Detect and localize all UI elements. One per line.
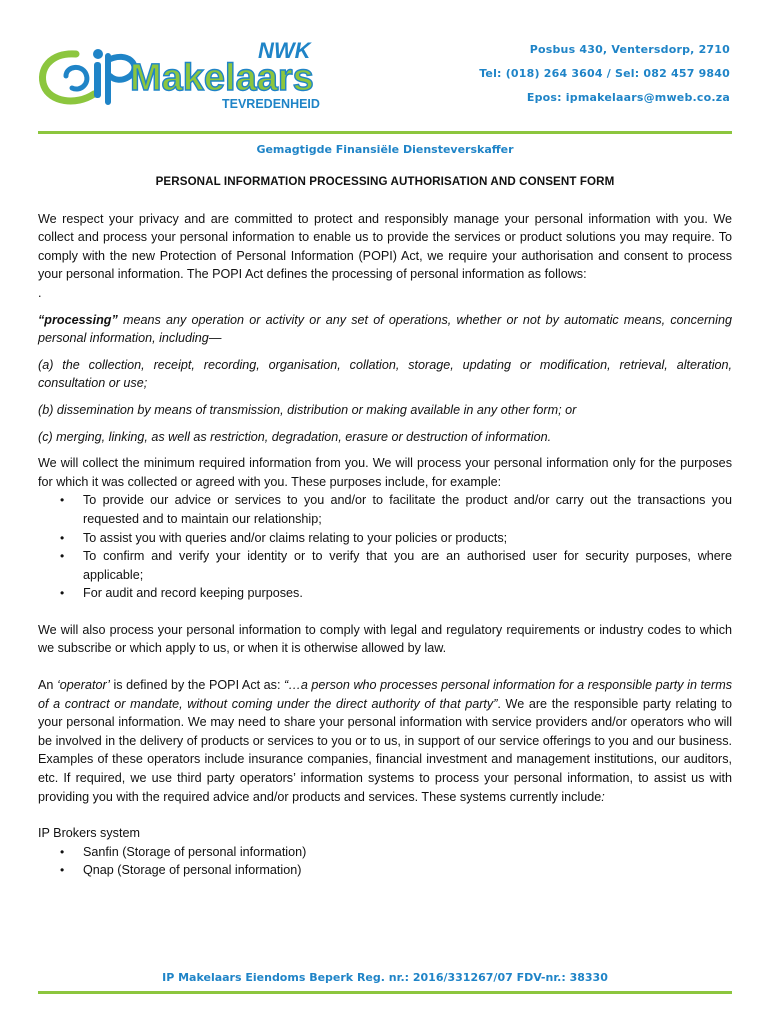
logo-tagline: TEVREDENHEID (222, 97, 320, 111)
header-divider (38, 131, 732, 134)
list-item: • To confirm and verify your identity or to verify that you are an authorised user for security purposes, where applicable; (60, 549, 732, 582)
fsp-label: Gemagtigde Finansiële Diensteverskaffer (256, 143, 514, 156)
bullet-icon: • (60, 863, 65, 878)
contact-address: Posbus 430, Ventersdorp, 2710 (529, 43, 730, 56)
clause-b: (b) dissemination by means of transmission, distribution or making available in any other form; or (38, 402, 577, 417)
logo-wordmark: Makelaars (130, 57, 314, 99)
bullet-icon: • (60, 530, 65, 545)
contact-block (479, 38, 730, 110)
bullet-icon: • (60, 549, 65, 564)
list-item: • To provide our advice or services to you and/or to facilitate the product and/or carry out the transactions you requested and to maintain our relationship; (60, 493, 732, 526)
purposes-intro: We will collect the minimum required information from you. We will process your personal information only for the purposes for which it was collected or agreed with you. These purposes include, for example: (38, 456, 732, 489)
operator-quote: “…a person who processes personal information for a responsible party in terms of a contract or mandate, without coming under the direct authority of that party” (38, 678, 732, 711)
list-item: • Sanfin (Storage of personal information) (38, 843, 732, 862)
list-item: • To assist you with queries and/or claims relating to your policies or products; (38, 529, 732, 548)
contact-phone: Tel: (018) 264 3604 / Sel: 082 457 9840 (479, 67, 730, 80)
company-logo (36, 36, 356, 114)
logo-inner-swirl-icon (66, 67, 87, 89)
clause-c: (c) merging, linking, as well as restriction, degradation, erasure or destruction of information. (38, 429, 552, 444)
systems-list (38, 843, 732, 880)
operator-term: ‘operator’ (56, 678, 110, 693)
clause-a: (a) the collection, receipt, recording, organisation, collation, storage, updating or modification, retrieval, alteration, consultation or use; (38, 357, 732, 391)
document-body (38, 173, 732, 880)
stray-dot: . (38, 285, 42, 300)
systems-heading: IP Brokers system (38, 826, 140, 841)
logo-brand-mark: NWK (258, 38, 311, 63)
purposes-list (38, 491, 732, 603)
processing-definition-text: means any operation or activity or any set of operations, whether or not by automatic means, concerning personal information, including— (38, 312, 732, 346)
footer-registration: IP Makelaars Eiendoms Beperk Reg. nr.: 2016/331267/07 FDV-nr.: 38330 (162, 971, 608, 984)
list-item: • Qnap (Storage of personal information) (38, 861, 732, 880)
operator-paragraph: An ‘operator’ is defined by the POPI Act as: “…a person who processes personal information for a responsible party in terms of a contract or mandate, without coming under the direct authority of that party”. We are the responsible party relating to your personal information. We may need to share your personal information with service providers and/or operators who will be involved in the delivery of products or services to you or to us, in support of our service offerings to you and our business. Examples of these operators include insurance companies, financial investment and management institutions, our auditors, etc. If required, we use third party operators’ information systems to process your personal information, to assist us with providing you with the required advice and/or products and services. These systems currently include: (38, 678, 733, 804)
processing-definition (38, 311, 732, 348)
bullet-icon: • (60, 493, 65, 508)
footer-divider (38, 991, 732, 994)
contact-email: Epos: ipmakelaars@mweb.co.za (526, 91, 730, 104)
document-title: PERSONAL INFORMATION PROCESSING AUTHORISATION AND CONSENT FORM (155, 175, 615, 188)
bullet-icon: • (60, 844, 65, 859)
list-item: • For audit and record keeping purposes. (38, 584, 732, 603)
processing-term: “processing” (38, 312, 118, 327)
legal-paragraph: We will also process your personal information to comply with legal and regulatory requirements or industry codes to which we subscribe or which apply to us, or when it is otherwise allowed by law. (38, 622, 732, 656)
intro-paragraph: We respect your privacy and are committed to protect and responsibly manage your personal information with you. We collect and process your personal information to enable us to provide the services or product solutions you may require. To comply with the new Protection of Personal Information (POPI) Act, we require your authorisation and consent to process your personal information. The POPI Act defines the processing of personal information as follows: (38, 211, 732, 282)
bullet-icon: • (60, 586, 65, 601)
